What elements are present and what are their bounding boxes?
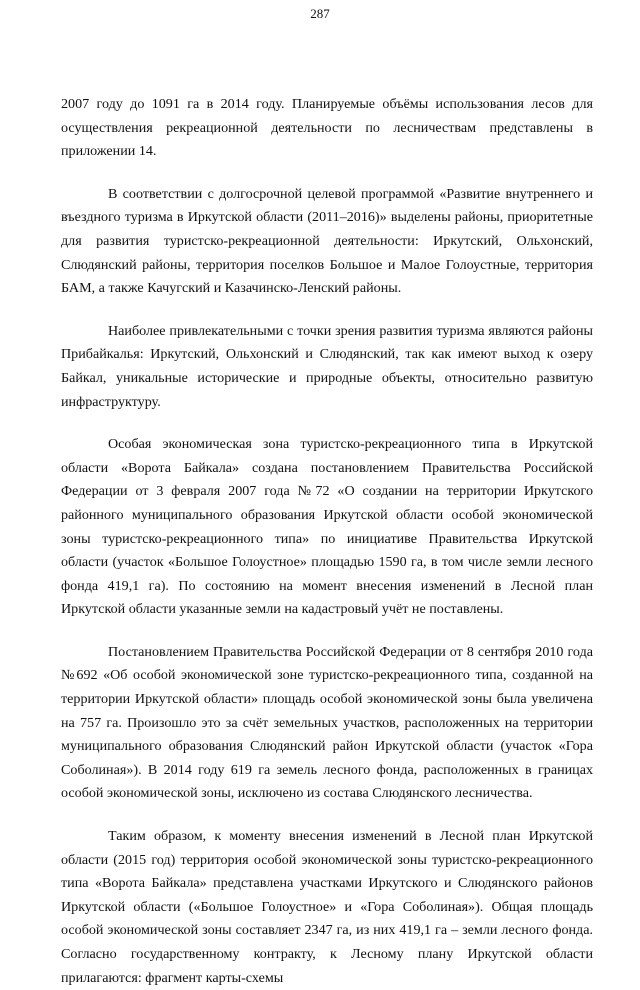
paragraph-baikal-districts: Наиболее привлекательными с точки зрения развития туризма являются районы Прибайкалья: Иркутский, Ольхонский и Слюдянский, так как имеют выход к озеру Байкал, уникальные исторические и природные объекты, относительно развитую инфраструктуру. bbox=[61, 322, 593, 410]
paragraph-gap bbox=[61, 301, 593, 320]
page-number: 287 bbox=[310, 6, 330, 21]
paragraph-tourism-program: В соответствии с долгосрочной целевой программой «Развитие внутреннего и въездного туризма в Иркутской области (2011–2016)» выделены районы, приоритетные для развития туристско-рекреационной деятельности: Иркутский, Ольхонский, Слюдянский районы, территория поселков Большое и Малое Голоустные, территория БАМ, а также Качугский и Казачинско-Ленский районы. bbox=[61, 185, 593, 297]
paragraph-special-economic-zone: Особая экономическая зона туристско-рекреационного типа в Иркутской области «Ворота Байкала» создана постановлением Правительства Российской Федерации от 3 февраля 2007 года №72 «О создании на территории Иркутского районного муниципального образования Иркутской области особой экономической зоны туристско-рекреационного типа» по инициативе Правительства Иркутской области (участок «Большое Голоустное» площадью 1590 га, в том числе земли лесного фонда 419,1 га). По состоянию на момент внесения изменений в Лесной план Иркутской области указанные земли на кадастровый учёт не поставлены. bbox=[61, 436, 593, 618]
document-body bbox=[61, 93, 593, 990]
paragraph-gap bbox=[61, 414, 593, 433]
paragraph-gap bbox=[61, 622, 593, 641]
paragraph-recreation-volumes: 2007 году до 1091 га в 2014 году. Планируемые объёмы использования лесов для осуществления рекреационной деятельности по лесничествам представлены в приложении 14. bbox=[61, 96, 593, 160]
paragraph-zone-summary: Таким образом, к моменту внесения изменений в Лесной план Иркутской области (2015 год) территория особой экономической зоны туристско-рекреационного типа «Ворота Байкала» представлена участками Иркутского и Слюдянского районов Иркутской области («Большое Голоустное» и «Гора Соболиная»). Общая площадь особой экономической зоны составляет 2347 га, из них 419,1 га – земли лесного фонда. Согласно государственному контракту, к Лесному плану Иркутской области прилагаются: фрагмент карты-схемы bbox=[61, 828, 593, 986]
paragraph-gap bbox=[61, 164, 593, 183]
paragraph-resolution-692: Постановлением Правительства Российской Федерации от 8 сентября 2010 года №692 «Об особой экономической зоне туристско-рекреационного типа, созданной на территории Иркутской области» площадь особой экономической зоны была увеличена на 757 га. Произошло это за счёт земельных участков, расположенных на территории муниципального образования Слюдянский район Иркутской области (участок «Гора Соболиная»). В 2014 году 619 га земель лесного фонда, расположенных в границах особой экономической зоны, исключено из состава Слюдянского лесничества. bbox=[61, 643, 593, 802]
paragraph-gap bbox=[61, 806, 593, 825]
